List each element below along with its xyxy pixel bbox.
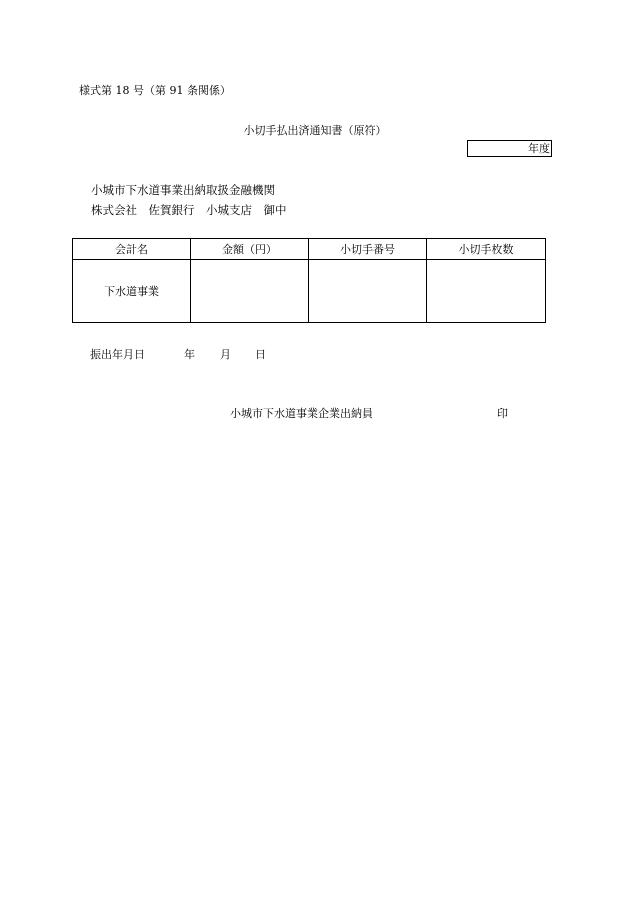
fiscal-year-label: 年度 xyxy=(528,142,550,155)
issue-month-label: 月 xyxy=(220,348,231,361)
payment-table xyxy=(72,238,546,323)
form-number: 様式第 18 号（第 91 条関係） xyxy=(79,84,231,97)
issue-year-label: 年 xyxy=(184,348,195,361)
header-account-name: 会計名 xyxy=(73,239,191,260)
document-title: 小切手払出済通知書（原符） xyxy=(243,124,387,137)
issue-day-label: 日 xyxy=(255,348,266,361)
fiscal-year-box xyxy=(467,140,552,157)
header-check-count: 小切手枚数 xyxy=(427,239,546,260)
issue-date-label: 振出年月日 xyxy=(90,348,145,361)
cell-check-number xyxy=(309,260,427,323)
issuer-name: 小城市下水道事業企業出納員 xyxy=(230,407,373,420)
table-row xyxy=(73,260,546,323)
cell-amount xyxy=(191,260,309,323)
seal-mark: 印 xyxy=(497,407,508,420)
header-check-number: 小切手番号 xyxy=(309,239,427,260)
recipient-bank-branch: 株式会社 佐賀銀行 小城支店 御中 xyxy=(91,203,287,217)
cell-account-name: 下水道事業 xyxy=(73,260,191,323)
header-amount: 金額（円） xyxy=(191,239,309,260)
table-header-row xyxy=(73,239,546,260)
recipient-institution: 小城市下水道事業出納取扱金融機関 xyxy=(91,183,275,197)
cell-check-count xyxy=(427,260,546,323)
